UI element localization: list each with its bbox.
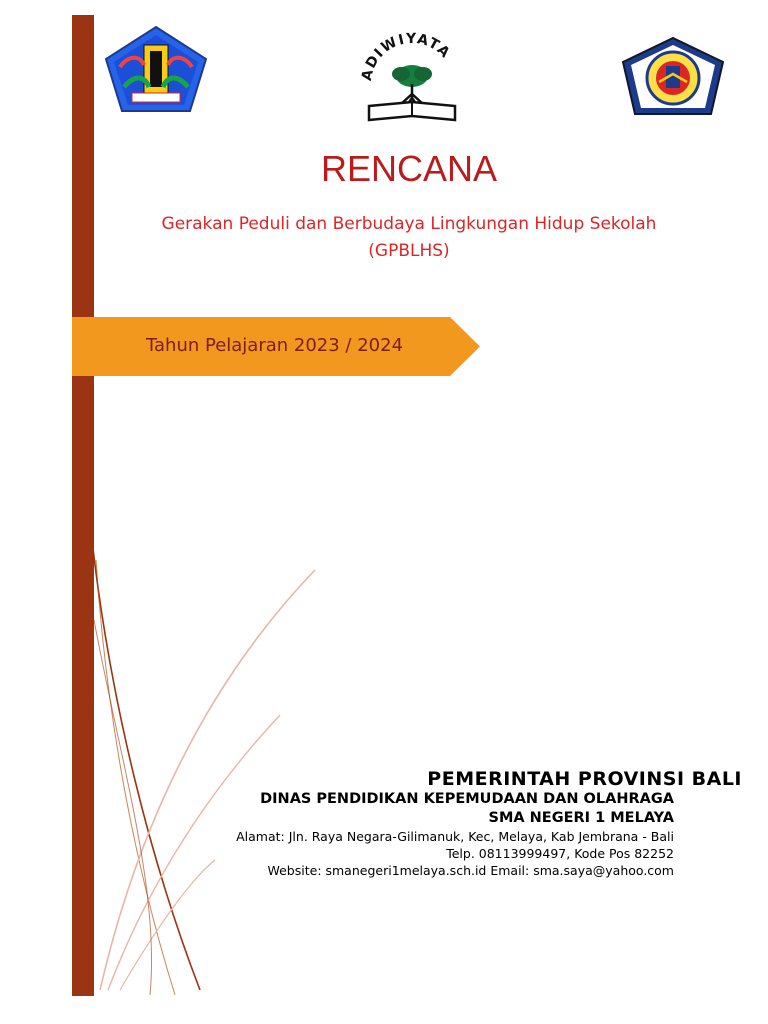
school-emblem	[619, 36, 727, 116]
school-website-email: Website: smanegeri1melaya.sch.id Email: sma.saya@yahoo.com	[267, 863, 674, 878]
school-phone: Telp. 08113999497, Kode Pos 82252	[446, 846, 674, 861]
department-name: DINAS PENDIDIKAN KEPEMUDAAN DAN OLAHRAGA	[260, 791, 674, 807]
institution-footer	[236, 768, 742, 879]
bali-province-emblem	[104, 25, 208, 113]
subtitle-line-1: Gerakan Peduli dan Berbudaya Lingkungan Hidup Sekolah	[161, 214, 657, 234]
school-name: SMA NEGERI 1 MELAYA	[488, 810, 674, 826]
adiwiyata-arc-text: ADIWIYATA	[358, 30, 454, 83]
government-name: PEMERINTAH PROVINSI BALI	[427, 768, 742, 790]
subtitle-line-2: (GPBLHS)	[368, 241, 450, 261]
school-address: Alamat: Jln. Raya Negara-Gilimanuk, Kec, Melaya, Kab Jembrana - Bali	[236, 829, 674, 844]
document-title: RENCANA	[320, 148, 498, 189]
adiwiyata-logo	[357, 24, 467, 124]
academic-year-label: Tahun Pelajaran 2023 / 2024	[146, 335, 404, 356]
document-subtitle	[100, 211, 718, 265]
